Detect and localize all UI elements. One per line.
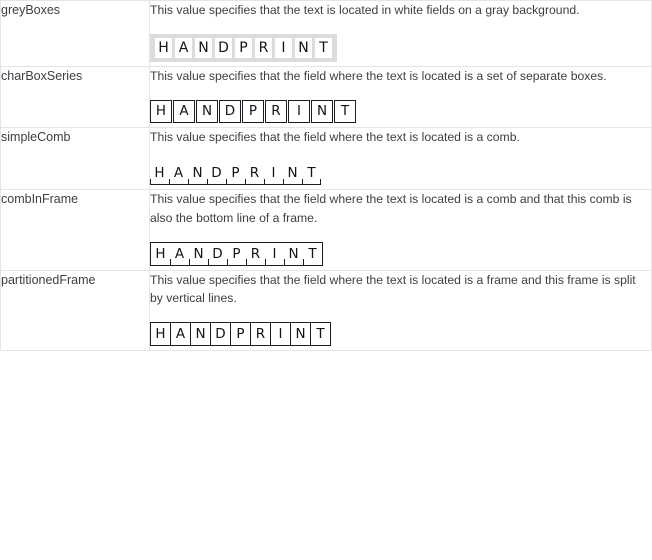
- grey-boxes-sample: [150, 34, 337, 62]
- comb-in-frame-sample: [150, 242, 323, 266]
- sample-char: T: [302, 161, 321, 185]
- sample-char: N: [295, 38, 312, 58]
- sample-char: P: [230, 323, 250, 345]
- sample-char: R: [255, 38, 272, 58]
- value-description-cell: [150, 1, 652, 67]
- sample-char: D: [208, 243, 227, 265]
- value-description-cell: [150, 270, 652, 351]
- description-text: This value specifies that the text is located in white fields on a gray background.: [150, 3, 580, 17]
- sample-char: H: [150, 161, 169, 185]
- sample-char: N: [311, 100, 333, 123]
- simple-comb-sample: [150, 161, 321, 185]
- value-name-cell: combInFrame: [1, 189, 150, 270]
- table-row: [1, 189, 652, 270]
- sample-char: H: [150, 100, 172, 123]
- value-name-cell: simpleComb: [1, 127, 150, 189]
- sample-greyboxes: [150, 34, 651, 62]
- description-text: This value specifies that the field where the text is located is a comb and that this comb is also the bottom line of a frame.: [150, 191, 632, 225]
- sample-char: T: [334, 100, 356, 123]
- description-text: This value specifies that the field where the text is located is a comb.: [150, 129, 520, 144]
- value-description-cell: [150, 66, 652, 127]
- sample-char: N: [189, 243, 208, 265]
- sample-char: I: [264, 161, 283, 185]
- sample-char: R: [265, 100, 287, 123]
- sample-char: N: [188, 161, 207, 185]
- sample-char: T: [303, 243, 322, 265]
- sample-char: P: [242, 100, 264, 123]
- sample-char: H: [155, 245, 166, 262]
- sample-char: R: [246, 243, 265, 265]
- sample-char: N: [196, 100, 218, 123]
- value-name-cell: greyBoxes: [1, 1, 150, 67]
- sample-char: I: [275, 38, 292, 58]
- sample-char: P: [227, 243, 246, 265]
- sample-combinframe: [150, 242, 651, 266]
- sample-partitionedframe: [150, 322, 651, 346]
- description-text: This value specifies that the field where the text is located is a set of separate boxes.: [150, 68, 607, 83]
- sample-char: T: [315, 38, 332, 58]
- description-text: This value specifies that the field where the text is located is a frame and this frame is split by vertical lines.: [150, 272, 636, 306]
- sample-char: R: [245, 161, 264, 185]
- table-row: [1, 66, 652, 127]
- sample-char: P: [226, 161, 245, 185]
- value-name-cell: charBoxSeries: [1, 66, 150, 127]
- table-body: [1, 1, 652, 351]
- value-description-cell: [150, 127, 652, 189]
- sample-char: N: [284, 243, 303, 265]
- value-name-cell: partitionedFrame: [1, 270, 150, 351]
- sample-char: D: [219, 100, 241, 123]
- table-row: [1, 1, 652, 67]
- sample-char: D: [207, 161, 226, 185]
- sample-char: H: [155, 38, 172, 58]
- sample-char: A: [169, 161, 188, 185]
- sample-char: P: [235, 38, 252, 58]
- sample-char: I: [288, 100, 310, 123]
- sample-char: A: [175, 38, 192, 58]
- simple-comb-cells: [150, 161, 321, 185]
- sample-simplecomb: [150, 161, 651, 185]
- partitioned-frame-sample: [150, 322, 331, 346]
- sample-char: R: [250, 323, 270, 345]
- value-description-cell: [150, 189, 652, 270]
- sample-char: A: [170, 243, 189, 265]
- sample-char: A: [173, 100, 195, 123]
- sample-char: D: [215, 38, 232, 58]
- sample-char: N: [195, 38, 212, 58]
- char-box-series-sample: [150, 100, 356, 123]
- sample-char: N: [290, 323, 310, 345]
- comb-baseline: [150, 184, 321, 185]
- sample-char: A: [170, 323, 190, 345]
- sample-char: D: [210, 323, 230, 345]
- sample-char: H: [155, 326, 166, 343]
- sample-char: T: [310, 323, 330, 345]
- sample-charboxseries: [150, 100, 651, 123]
- table-row: [1, 127, 652, 189]
- table-row: [1, 270, 652, 351]
- sample-char: I: [270, 323, 290, 345]
- sample-char: N: [283, 161, 302, 185]
- sample-char: N: [190, 323, 210, 345]
- sample-char: I: [265, 243, 284, 265]
